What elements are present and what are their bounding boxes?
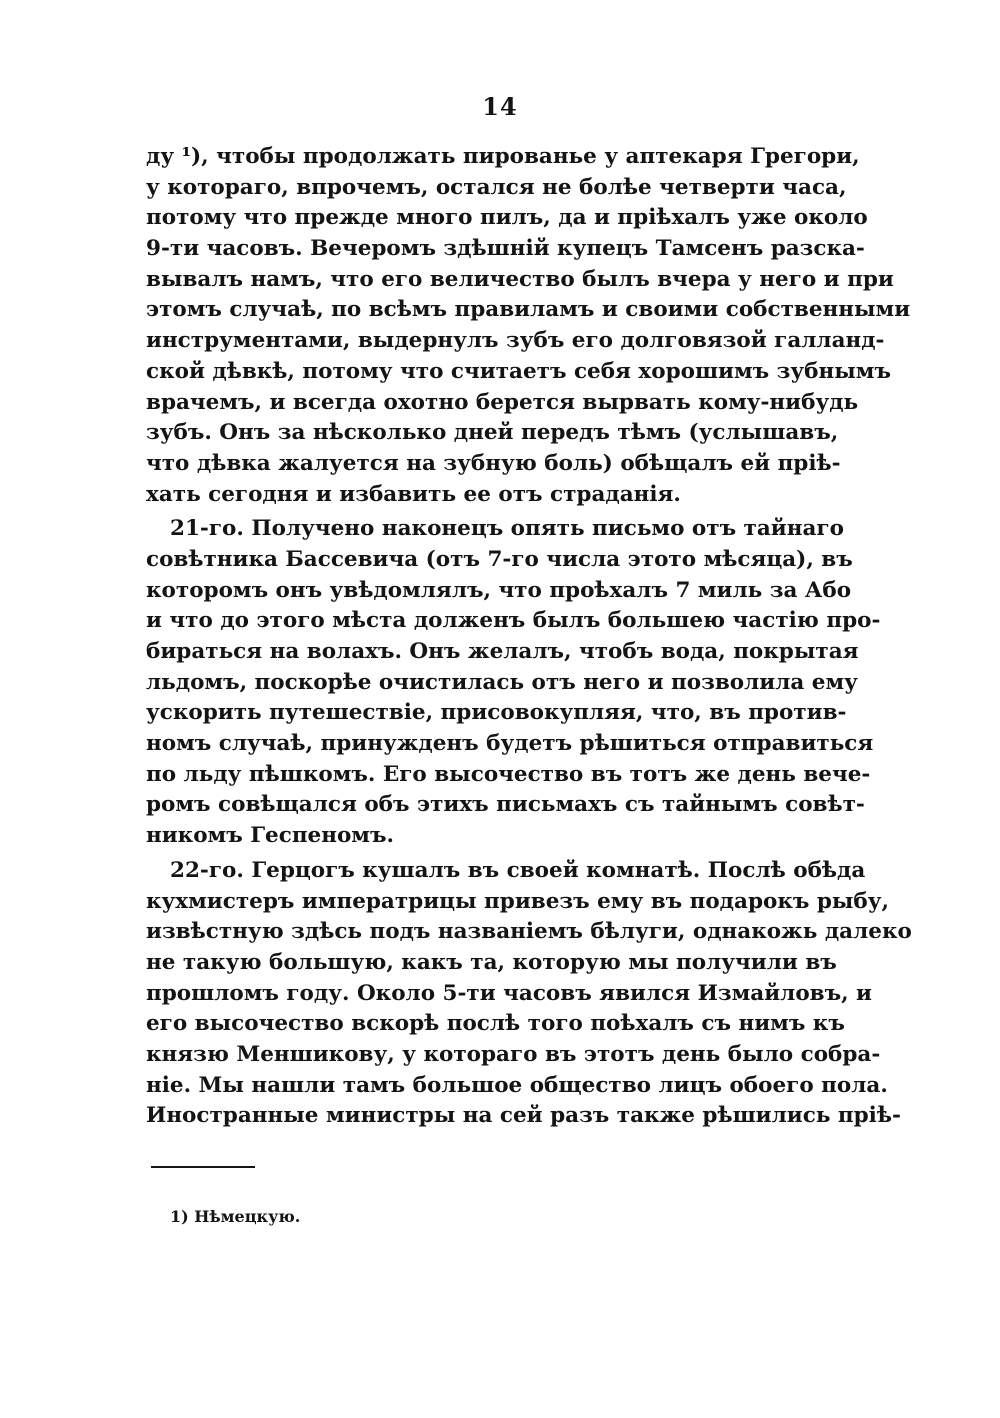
text-line: номъ случаѣ, принужденъ будетъ рѣшиться отправиться	[146, 731, 874, 757]
text-line: и что до этого мѣста долженъ былъ большею частію про-	[146, 608, 881, 634]
text-line: по льду пѣшкомъ. Его высочество въ тотъ же день вече-	[146, 761, 871, 787]
text-line: кухмистеръ императрицы привезъ ему въ подарокъ рыбу,	[146, 888, 889, 914]
body-text	[146, 142, 912, 1132]
paragraph	[146, 142, 911, 510]
text-line: 9-ти часовъ. Вечеромъ здѣшній купецъ Тамсенъ разска-	[146, 236, 865, 262]
text-line: ускорить путешествіе, присовокупляя, что, въ против-	[146, 700, 847, 726]
text-line: бираться на волахъ. Онъ желалъ, чтобъ вода, покрытая	[146, 639, 859, 664]
page-number: 14	[482, 92, 518, 121]
footnote-separator	[151, 1166, 255, 1168]
text-line: его высочество вскорѣ послѣ того поѣхалъ съ нимъ къ	[146, 1011, 845, 1037]
text-line: инструментами, выдернулъ зубъ его долговязой галланд-	[146, 328, 885, 354]
text-line: совѣтника Бассевича (отъ 7-го числа этото мѣсяца), въ	[146, 546, 853, 572]
text-line: которомъ онъ увѣдомлялъ, что проѣхалъ 7 миль за Або	[146, 577, 852, 603]
text-line: зубъ. Онъ за нѣсколько дней передъ тѣмъ (услышавъ,	[146, 420, 839, 446]
text-line: извѣстную здѣсь подъ названіемъ бѣлуги, однакожь далеко	[146, 919, 912, 945]
text-line: никомъ Геспеномъ.	[146, 823, 394, 849]
text-line: у котораго, впрочемъ, остался не болѣе четверти часа,	[146, 174, 847, 200]
text-line: потому что прежде много пилъ, да и пріѣхалъ уже около	[146, 205, 868, 231]
text-line: 22-го. Герцогъ кушалъ въ своей комнатѣ. Послѣ обѣда	[170, 857, 866, 883]
text-line: не такую большую, какъ та, которую мы получили въ	[146, 949, 837, 975]
text-line: врачемъ, и всегда охотно берется вырвать кому-нибудь	[146, 389, 859, 415]
text-line: вывалъ намъ, что его величество былъ вчера у него и при	[146, 266, 894, 292]
paragraph	[146, 514, 881, 852]
footnote: 1) Нѣмецкую.	[170, 1207, 301, 1226]
text-line: прошломъ году. Около 5-ти часовъ явился Измайловъ, и	[146, 980, 873, 1006]
text-line: хать сегодня и избавить ее отъ страданія.	[146, 481, 681, 507]
text-line: Иностранные министры на сей разъ также рѣшились пріѣ-	[146, 1103, 901, 1129]
paragraph	[146, 856, 912, 1132]
text-line: льдомъ, поскорѣе очистилась отъ него и позволила ему	[146, 669, 858, 695]
text-line: ромъ совѣщался объ этихъ письмахъ съ тайнымъ совѣт-	[146, 792, 865, 818]
text-line: 21-го. Получено наконецъ опять письмо отъ тайнаго	[170, 516, 844, 542]
text-line: ской дѣвкѣ, потому что считаетъ себя хорошимъ зубнымъ	[146, 358, 891, 384]
text-line: этомъ случаѣ, по всѣмъ правиламъ и своими собственными	[146, 297, 911, 323]
text-line: что дѣвка жалуется на зубную боль) обѣщалъ ей пріѣ-	[146, 450, 841, 476]
text-line: князю Меншикову, у котораго въ этотъ день было собра-	[146, 1041, 881, 1067]
text-line: ду ¹), чтобы продолжать пированье у аптекаря Грегори,	[146, 144, 860, 169]
text-line: ніе. Мы нашли тамъ большое общество лицъ обоего пола.	[146, 1072, 888, 1098]
